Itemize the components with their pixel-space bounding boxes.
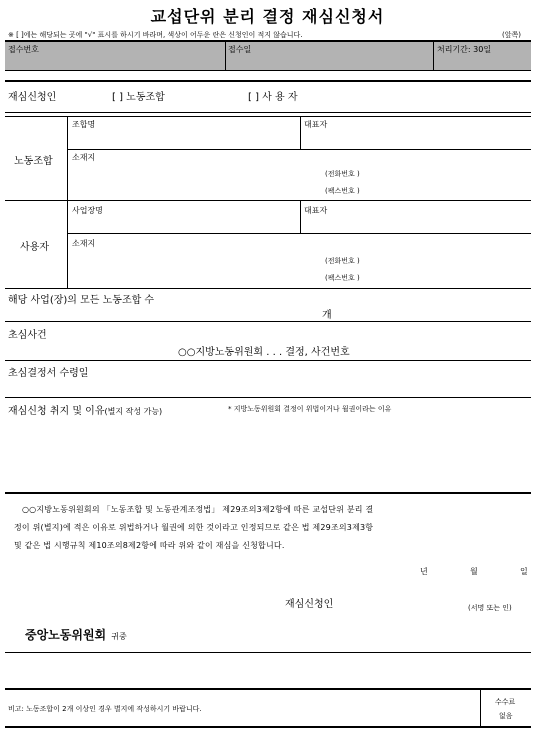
statement-line-1: ○○지방노동위원회의 「노동조합 및 노동관계조정법」 제29조의3제2항에 따른 교섭단위 분리 결 xyxy=(22,505,374,514)
recipient xyxy=(25,624,127,643)
option-union-checkbox[interactable]: [ ] 노동조합 xyxy=(112,92,165,103)
first-case-field[interactable]: ○○지방노동위원회 . . . 결정, 사건번호 xyxy=(178,347,350,358)
page-side-label: (앞쪽) xyxy=(502,31,521,39)
reason-label-note: (별지 작성 가능) xyxy=(104,407,163,416)
recipient-suffix: 귀중 xyxy=(111,632,127,641)
reason-field[interactable] xyxy=(5,418,531,490)
union-fax-field[interactable]: (팩스번호 ) xyxy=(325,187,360,195)
union-count-unit: 개 xyxy=(322,310,332,321)
union-count-label: 해당 사업(장)의 모든 노동조합 수 xyxy=(8,295,155,306)
union-name-label: 조합명 xyxy=(72,120,96,129)
statement-line-2: 정이 위(별지)에 적은 이유로 위법하거나 월권에 의한 것이라고 인정되므로 같은 법 제29조의3제3항 xyxy=(14,523,374,532)
employer-rep-label: 대표자 xyxy=(304,206,328,215)
date-year-label: 년 xyxy=(420,567,428,576)
date-day-label: 일 xyxy=(520,567,528,576)
reason-label xyxy=(8,402,162,417)
statement-line-3: 및 같은 법 시행규칙 제10조의8제2항에 따라 위와 같이 재심을 신청합니다. xyxy=(14,541,285,550)
union-section-label: 노동조합 xyxy=(14,156,53,167)
option-employer-checkbox[interactable]: [ ] 사 용 자 xyxy=(248,92,298,103)
processing-period-label: 처리기간: 30일 xyxy=(437,45,492,54)
signature-mark[interactable]: (서명 또는 인) xyxy=(468,604,512,612)
union-phone-field[interactable]: (전화번호 ) xyxy=(325,170,360,178)
remark-text: 비고: 노동조합이 2개 이상인 경우 별지에 작성하시기 바랍니다. xyxy=(8,705,202,713)
date-month-label: 월 xyxy=(470,567,478,576)
form-title: 교섭단위 분리 결정 재심신청서 xyxy=(150,7,385,26)
recipient-org: 중앙노동위원회 xyxy=(25,628,107,642)
first-case-label: 초심사건 xyxy=(8,330,47,341)
employer-address-label: 소재지 xyxy=(72,239,96,248)
reason-label-main: 재심신청 취지 및 이유 xyxy=(8,406,105,417)
union-rep-label: 대표자 xyxy=(304,120,328,129)
signature-applicant-label: 재심신청인 xyxy=(285,599,334,610)
employer-phone-field[interactable]: (전화번호 ) xyxy=(325,257,360,265)
instruction-note: ※ [ ]에는 해당되는 곳에 "√" 표시를 하시기 바라며, 색상이 어두운 란은 신청인이 적지 않습니다. xyxy=(8,31,303,39)
union-address-label: 소재지 xyxy=(72,153,96,162)
fee-value: 없음 xyxy=(499,712,513,720)
reason-hint: * 지방노동위원회 결정이 위법이거나 월권이라는 이유 xyxy=(228,405,392,413)
receipt-number-label: 접수번호 xyxy=(8,45,39,54)
employer-fax-field[interactable]: (팩스번호 ) xyxy=(325,274,360,282)
fee-label: 수수료 xyxy=(495,698,516,706)
receipt-date-label: 접수일 xyxy=(228,45,252,54)
first-decision-date-label: 초심결정서 수령일 xyxy=(8,368,89,379)
applicant-label: 재심신청인 xyxy=(8,92,57,103)
employer-section-label: 사용자 xyxy=(20,242,49,253)
employer-name-label: 사업장명 xyxy=(72,206,103,215)
